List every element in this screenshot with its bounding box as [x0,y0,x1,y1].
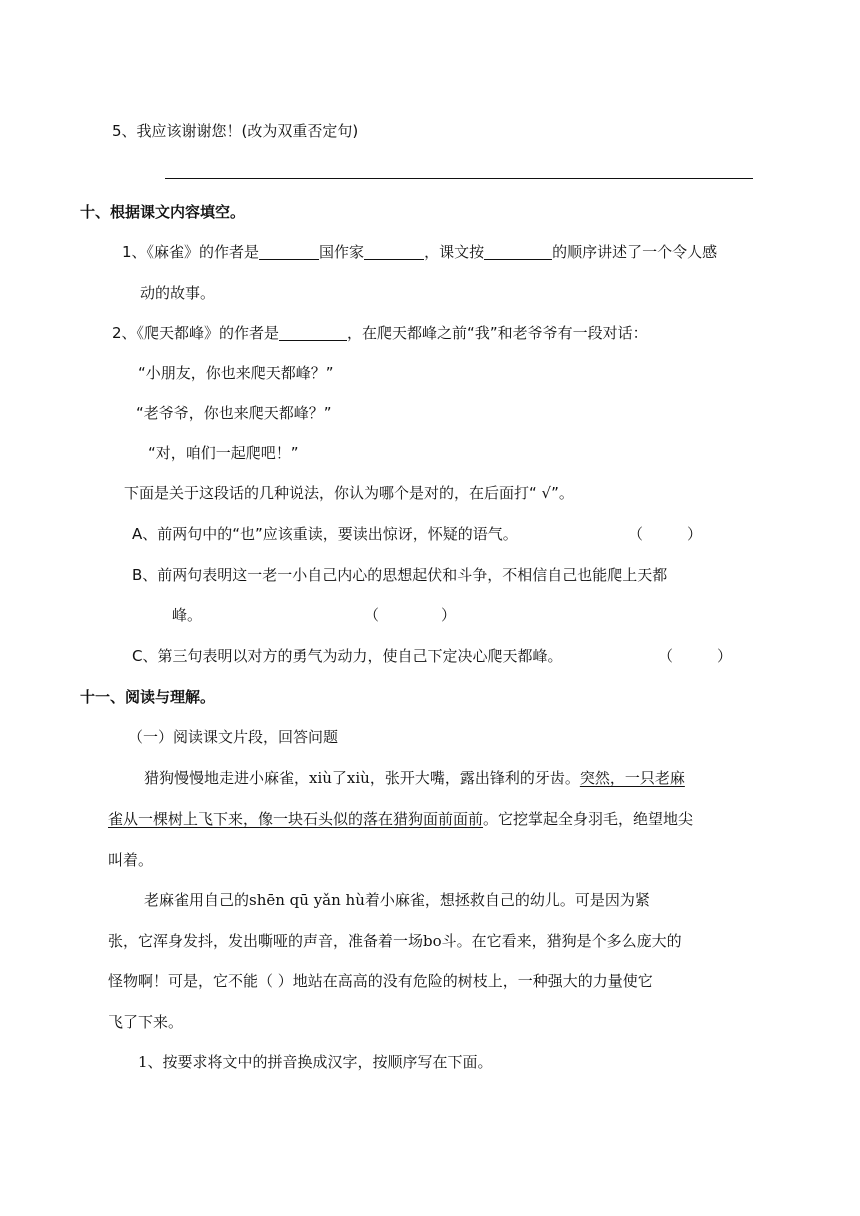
option-b: B、前两句表明这一老一小自己内心的思想起伏和斗争，不相信自己也能爬上天都 [132,566,668,584]
passage-2-line-1: 老麻雀用自己的shēn qū yǎn hù着小麻雀，想拯救自己的幼儿。可是因为紧 [144,891,650,909]
blank-1[interactable] [259,244,319,260]
item1-text-b: 国作家 [319,243,365,261]
answer-paren-c[interactable]: （ ） [658,647,733,665]
blank-3[interactable] [484,244,552,260]
s11-subtitle: （一）阅读课文片段，回答问题 [128,728,339,746]
item1-text-d: 的顺序讲述了一个令人感 [552,243,718,261]
section-11-title: 十一、阅读与理解。 [80,688,216,706]
question-5: 5、我应该谢谢您！(改为双重否定句) [112,122,359,140]
item2-text-b: ，在爬天都峰之前“我”和老爷爷有一段对话： [347,324,648,342]
option-b-cont: 峰。 [172,606,203,624]
passage-2-line-3: 怪物啊！可是，它不能（ ）地站在高高的没有危险的树枝上，一种强大的力量使它 [108,972,653,990]
blank-2[interactable] [364,244,424,260]
underlined-sentence-b: 雀从一棵树上飞下来，像一块石头似的落在猎狗面前面前 [108,810,484,828]
dialog-line-3: “对，咱们一起爬吧！” [148,444,299,462]
s10-item-2 [112,322,648,344]
answer-paren-b[interactable]: （ ） [364,606,457,624]
s11-question-1: 1、按要求将文中的拼音换成汉字，按顺序写在下面。 [138,1053,493,1071]
dialog-line-2: “老爷爷，你也来爬天都峰？” [136,404,332,422]
passage-1-line-1: 猎狗慢慢地走进小麻雀，xiù了xiù，张开大嘴，露出锋利的牙齿。突然，一只老麻 [144,769,685,787]
item1-text-a: 1、《麻雀》的作者是 [122,243,260,261]
dialog-line-1: “小朋友，你也来爬天都峰？” [138,364,334,382]
passage-2-line-2: 张，它浑身发抖，发出嘶哑的声音，准备着一场bo斗。在它看来，猎狗是个多么庞大的 [108,932,682,950]
passage-2-line-4: 飞了下来。 [108,1013,184,1031]
option-a: A、前两句中的“也”应该重读，要读出惊讶，怀疑的语气。 [132,525,518,543]
section-10-title: 十、根据课文内容填空。 [80,203,246,221]
s10-item-1-cont: 动的故事。 [140,284,216,302]
s10-item-1 [122,241,717,263]
item1-text-c: ，课文按 [424,243,485,261]
passage-1-line-3: 叫着。 [108,851,154,869]
item2-text-a: 2、《爬天都峰》的作者是 [112,324,280,342]
answer-paren-a[interactable]: （ ） [628,525,703,543]
option-c: C、第三句表明以对方的勇气为动力，使自己下定决心爬天都峰。 [132,647,563,665]
blank-4[interactable] [279,325,347,341]
underlined-sentence-a: 突然，一只老麻 [579,769,685,787]
answer-line[interactable] [165,178,753,179]
s10-question: 下面是关于这段话的几种说法，你认为哪个是对的，在后面打“ √”。 [124,484,574,502]
passage-1-line-2: 雀从一棵树上飞下来，像一块石头似的落在猎狗面前面前。它挖掌起全身羽毛，绝望地尖 [108,810,694,828]
